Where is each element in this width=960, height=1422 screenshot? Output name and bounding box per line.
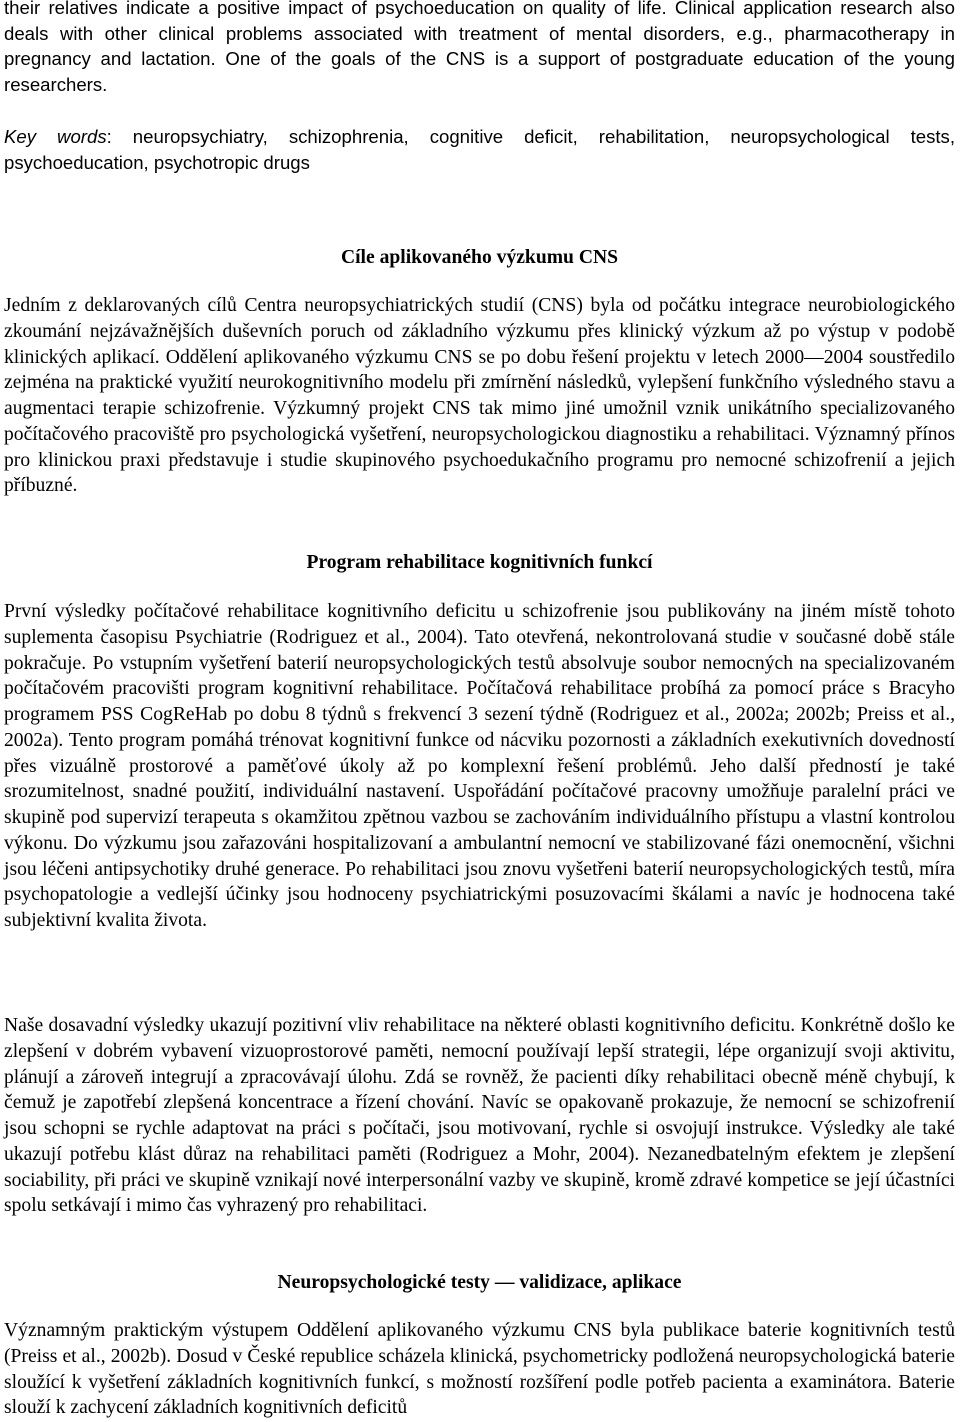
paragraph-rehabilitation-1: První výsledky počítačové rehabilitace kognitivního deficitu u schizofrenie jsou publikovány na jiném místě tohoto suplementa časopisu Psychiatrie (Rodriguez et al., 2004). Tato otevřená, nekontrolovaná studie v současné době stále pokračuje. Po vstupním vyšetření baterií neuropsychologických testů absolvuje soubor nemocných na specializovaném počítačovém pracovišti program kognitivní rehabilitace. Počítačová rehabilitace probíhá za pomocí práce s Bracyho programem PSS CogReHab po dobu 8 týdnů s frekvencí 3 sezení týdně (Rodriguez et al., 2002a; 2002b; Preiss et al., 2002a). Tento program pomáhá trénovat kognitivní funkce od nácviku pozornosti a základních exekutivních dovedností přes vizuálně prostorové a paměťové úkoly až po komplexní řešení problémů. Jeho další předností je také srozumitelnost, snadné použití, individuální nastavení. Uspořádání počítačové pracovny umožňuje paralelní práci ve skupině pod supervizí terapeuta s okamžitou zpětnou vazbou se zachováním individuálního přístupu a vlastní kontrolou výkonu. Do výzkumu jsou zařazováni hospitalizovaní a ambulantní nemocní ve stabilizované fázi onemocnění, všichni jsou léčeni antipsychotiky druhé generace. Po rehabilitaci jsou znovu vyšetřeni baterií neuropsychologických testů, míra psychopatologie a vedlejší účinky jsou hodnoceny psychiatrickými posuzovacími škálami a navíc je hodnocena také subjektivní kvalita života. [4,601,955,931]
paragraph-goals: Jedním z deklarovaných cílů Centra neuropsychiatrických studií (CNS) byla od počátku integrace neurobiologického zkoumání nejzávažnějších duševních poruch od základního výzkumu přes klinický výzkum až po výstup v podobě klinických aplikací. Oddělení aplikovaného výzkumu CNS se po dobu řešení projektu v letech 2000—2004 soustředilo zejména na praktické využití neurokognitivního modelu při zmírnění následků, vylepšení funkčního výsledného stavu a augmentaci terapie schizofrenie. Výzkumný projekt CNS tak mimo jiné umožnil vznik unikátního specializovaného počítačového pracoviště pro psychologická vyšetření, neuropsychologickou diagnostiku a rehabilitaci. Významný přínos pro klinickou praxi představuje i studie skupinového psychoedukačního programu pro nemocné schizofrenií a jejich příbuzné. [4,295,955,497]
paragraph-tests: Významným praktickým výstupem Oddělení aplikovaného výzkumu CNS byla publikace baterie kognitivních testů (Preiss et al., 2002b). Dosud v České republice scházela klinická, psychometricky podložená neuropsychologická baterie sloužící k vyšetření základních kognitivních funkcí, s možností rozšíření podle potřeb pacienta a examinátora. Baterie slouží k zachycení základních kognitivních deficitů [4,1320,955,1419]
keywords-text: : neuropsychiatry, schizophrenia, cognitive deficit, rehabilitation, neuropsychological tests, psychoeducation, psychotropic drugs [4,126,955,173]
section-heading-rehabilitation: Program rehabilitace kognitivních funkcí [306,552,653,573]
section-heading-goals: Cíle aplikovaného výzkumu CNS [340,247,619,268]
keywords-line [4,124,955,175]
paragraph-rehabilitation-2: Naše dosavadní výsledky ukazují pozitivní vliv rehabilitace na některé oblasti kognitivního deficitu. Konkrétně došlo ke zlepšení v dobrém vybavení vizuoprostorové paměti, nemocní používají lepší strategii, lépe organizují svoji aktivitu, plánují a zároveň integrují a zpracovávají úlohu. Zdá se rovněž, že pacienti díky rehabilitaci obecně méně chybují, k čemuž je zapotřebí zlepšená koncentrace a řízení chování. Navíc se opakovaně prokazuje, že nemocní se schizofrenií jsou schopni se rychle adaptovat na práci s počítači, jsou motivovaní, rychle si osvojují instrukce. Výsledky ale také ukazují potřebu klást důraz na rehabilitaci paměti (Rodriguez a Mohr, 2004). Nezanedbatelným efektem je zlepšení sociability, při práci ve skupině vznikají nové interpersonální vazby ve skupině, kromě zdravé kompetice se její účastníci spolu setkávají i mimo čas vyhrazený pro rehabilitaci. [4,1015,955,1217]
keywords-label: Key words [4,126,107,147]
document-page [4,0,955,1419]
section-heading-tests: Neuropsychologické testy — validizace, aplikace [277,1272,682,1293]
english-abstract-paragraph: their relatives indicate a positive impact of psychoeducation on quality of life. Clinical application research also deals with other clinical problems associated with treatment of mental disorders, e.g., pharmacotherapy in pregnancy and lactation. One of the goals of the CNS is a support of postgraduate education of the young researchers. [4,0,955,95]
